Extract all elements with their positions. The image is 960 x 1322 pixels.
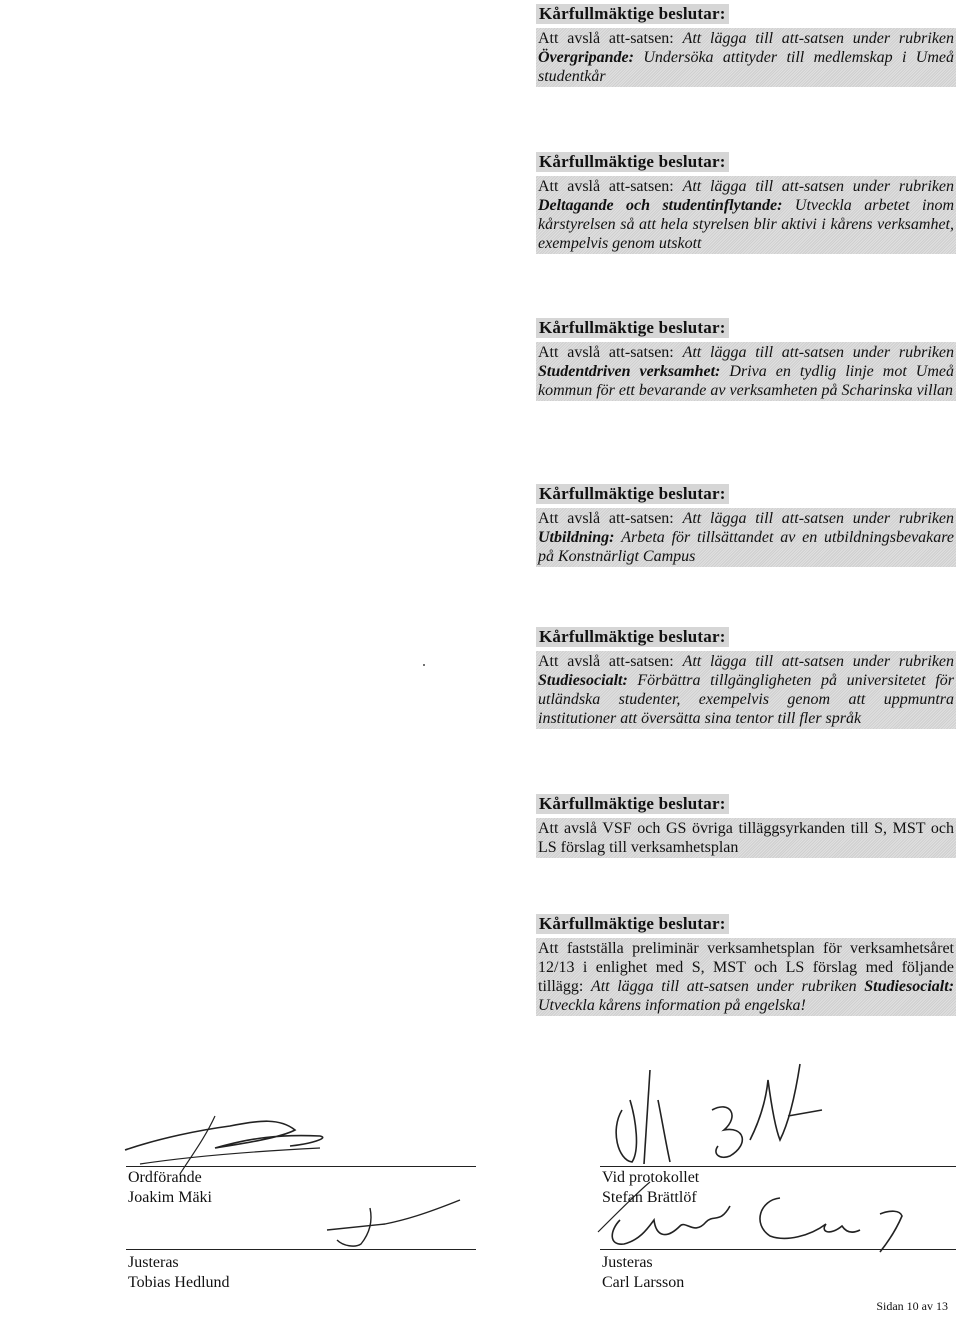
page-number: Sidan 10 av 13 (876, 1299, 948, 1313)
stray-mark (423, 664, 425, 666)
adjuster2-name: Carl Larsson (602, 1274, 685, 1291)
decision-heading: Kårfullmäktige beslutar: (536, 914, 729, 934)
decision-italic-intro: Att lägga till att-satsen under rubriken (682, 510, 955, 527)
adjuster2-role: Justeras (602, 1254, 653, 1271)
decision-body (536, 28, 956, 87)
decision-block-2 (538, 152, 956, 254)
decision-italic-intro: Att lägga till att-satsen under rubriken (682, 30, 955, 47)
decision-italic-text: Utveckla kårens information på engelska! (538, 997, 806, 1014)
decision-heading: Kårfullmäktige beslutar: (536, 318, 729, 338)
decision-italic-intro: Att lägga till att-satsen under rubriken (682, 344, 955, 361)
decision-lead: Att avslå VSF och GS övriga tilläggsyrkanden till S, MST och LS förslag till verksamhetsplan (538, 820, 954, 856)
decision-rubric: Studiesocialt: (538, 672, 628, 689)
decision-block-1 (538, 4, 956, 87)
decision-block-4 (538, 484, 956, 567)
signature-line-adjuster1 (126, 1249, 476, 1250)
decision-lead: Att avslå att-satsen: (538, 30, 674, 47)
decision-rubric: Utbildning: (538, 529, 615, 546)
decision-rubric: Studentdriven verksamhet: (538, 363, 721, 380)
decision-body (536, 508, 956, 567)
adjuster1-role: Justeras (128, 1254, 179, 1271)
decision-heading: Kårfullmäktige beslutar: (536, 794, 729, 814)
decision-rubric: Studiesocialt: (864, 978, 955, 995)
signature-adjuster1-image (325, 1190, 465, 1250)
decision-italic-text: Driva en tydlig linje mot Umeå kommun för ett bevarande av verksamheten på Scharinska villan (538, 363, 955, 399)
decision-italic-text: Undersöka attityder till medlemskap i Umeå studentkår (538, 49, 954, 85)
decision-block-5 (538, 627, 956, 729)
decision-heading: Kårfullmäktige beslutar: (536, 484, 729, 504)
decision-body (536, 176, 956, 254)
decision-rubric: Övergripande: (538, 49, 634, 66)
signature-line-chair (126, 1166, 476, 1167)
chair-role: Ordförande (128, 1169, 202, 1186)
signature-secretary-image (600, 1060, 840, 1170)
decision-italic-text: Utveckla arbetet inom kårstyrelsen så att hela styrelsen blir aktivi i kårens verksamhet, exempelvis genom utskott (538, 197, 954, 252)
decision-block-6 (538, 794, 956, 858)
decision-lead: Att avslå att-satsen: (538, 653, 674, 670)
decision-italic-text: Arbeta för tillsättandet av en utbildningsbevakare på Konstnärligt Campus (538, 529, 955, 565)
decision-italic-intro: Att lägga till att-satsen under rubriken (682, 653, 955, 670)
decision-lead: Att avslå att-satsen: (538, 178, 674, 195)
decision-body (536, 818, 956, 858)
decision-lead: Att avslå att-satsen: (538, 344, 674, 361)
decision-block-7 (538, 914, 956, 1016)
decision-rubric: Deltagande och studentinflytande: (538, 197, 783, 214)
signature-line-adjuster2 (600, 1249, 956, 1250)
decision-body (536, 342, 956, 401)
secretary-name: Stefan Brättlöf (602, 1189, 697, 1206)
decision-italic-intro: Att lägga till att-satsen under rubriken (682, 178, 955, 195)
decision-heading: Kårfullmäktige beslutar: (536, 4, 729, 24)
decision-italic-intro: Att lägga till att-satsen under rubriken (590, 978, 857, 995)
decision-lead: Att fastställa preliminär verksamhetsplan för verksamhetsåret 12/13 i enlighet med S, MST och LS förslag med följande tillägg: (538, 940, 954, 995)
adjuster1-name: Tobias Hedlund (128, 1274, 230, 1291)
decision-italic-text: Förbättra tillgängligheten på universitetet för utländska studenter, exempelvis genom att uppmuntra institutioner att översätta sina tentor till fler språk (538, 672, 954, 727)
chair-name: Joakim Mäki (128, 1189, 212, 1206)
decision-body (536, 651, 956, 729)
decision-block-3 (538, 318, 956, 401)
decision-heading: Kårfullmäktige beslutar: (536, 152, 729, 172)
decision-lead: Att avslå att-satsen: (538, 510, 674, 527)
secretary-role: Vid protokollet (602, 1169, 700, 1186)
signature-line-secretary (600, 1166, 956, 1167)
decision-heading: Kårfullmäktige beslutar: (536, 627, 729, 647)
decision-body (536, 938, 956, 1016)
